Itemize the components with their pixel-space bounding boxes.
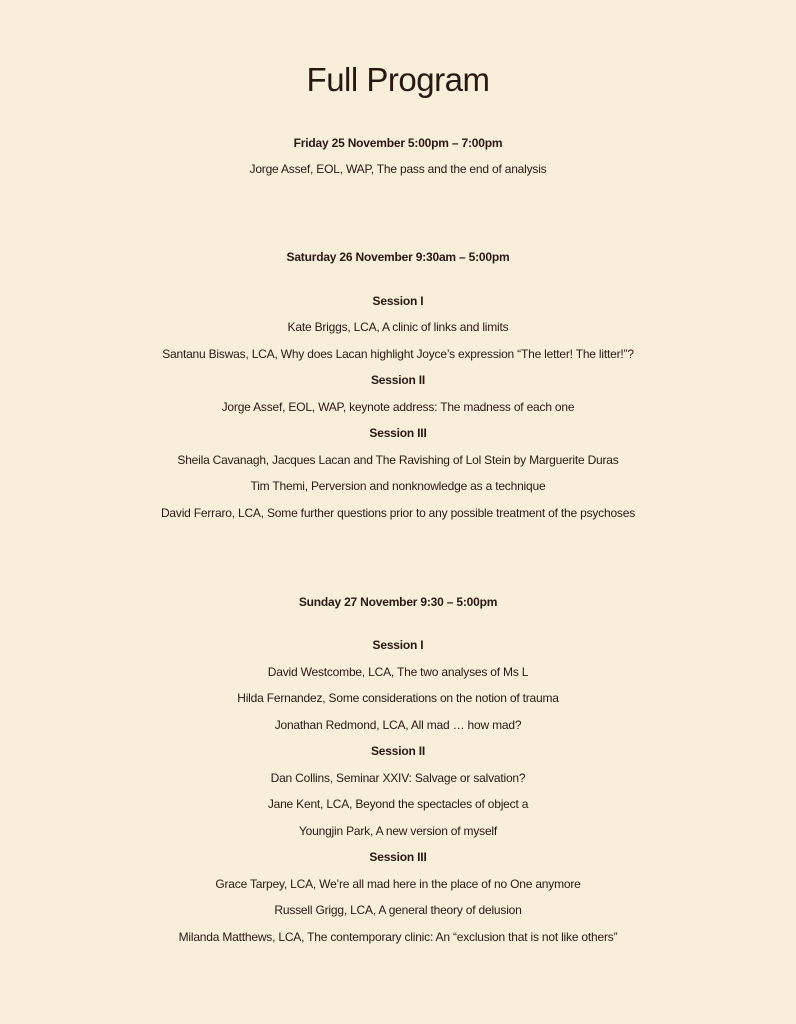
program-item: David Ferraro, LCA, Some further questions prior to any possible treatment of the psychoses (160, 506, 636, 520)
program-item: Jonathan Redmond, LCA, All mad … how mad? (274, 718, 522, 732)
program-item: Santanu Biswas, LCA, Why does Lacan highlight Joyce’s expression “The letter! The litter!”? (162, 347, 634, 361)
program-item: Hilda Fernandez, Some considerations on the notion of trauma (237, 691, 559, 705)
session-label: Session II (370, 744, 426, 758)
program-item: Tim Themi, Perversion and nonknowledge as a technique (250, 479, 546, 493)
friday-heading: Friday 25 November 5:00pm – 7:00pm (293, 136, 503, 150)
page-title: Full Program (306, 61, 490, 99)
program-item: Grace Tarpey, LCA, We’re all mad here in the place of no One anymore (215, 877, 581, 891)
session-label: Session I (372, 638, 424, 652)
program-item: Milanda Matthews, LCA, The contemporary clinic: An “exclusion that is not like others” (178, 930, 618, 944)
program-item: Kate Briggs, LCA, A clinic of links and limits (287, 320, 509, 334)
program-item: Russell Grigg, LCA, A general theory of delusion (274, 903, 522, 917)
session-label: Session III (369, 426, 427, 440)
program-item: David Westcombe, LCA, The two analyses of Ms L (267, 665, 529, 679)
program-item: Jane Kent, LCA, Beyond the spectacles of object a (267, 797, 529, 811)
saturday-heading: Saturday 26 November 9:30am – 5:00pm (286, 250, 510, 264)
session-label: Session I (372, 294, 424, 308)
session-label: Session II (370, 373, 426, 387)
program-item: Jorge Assef, EOL, WAP, The pass and the end of analysis (249, 162, 547, 176)
session-label: Session III (369, 850, 427, 864)
program-item: Dan Collins, Seminar XXIV: Salvage or salvation? (270, 771, 526, 785)
program-item: Sheila Cavanagh, Jacques Lacan and The Ravishing of Lol Stein by Marguerite Duras (177, 453, 619, 467)
program-item: Youngjin Park, A new version of myself (298, 824, 498, 838)
sunday-heading: Sunday 27 November 9:30 – 5:00pm (298, 595, 498, 609)
program-item: Jorge Assef, EOL, WAP, keynote address: The madness of each one (221, 400, 575, 414)
